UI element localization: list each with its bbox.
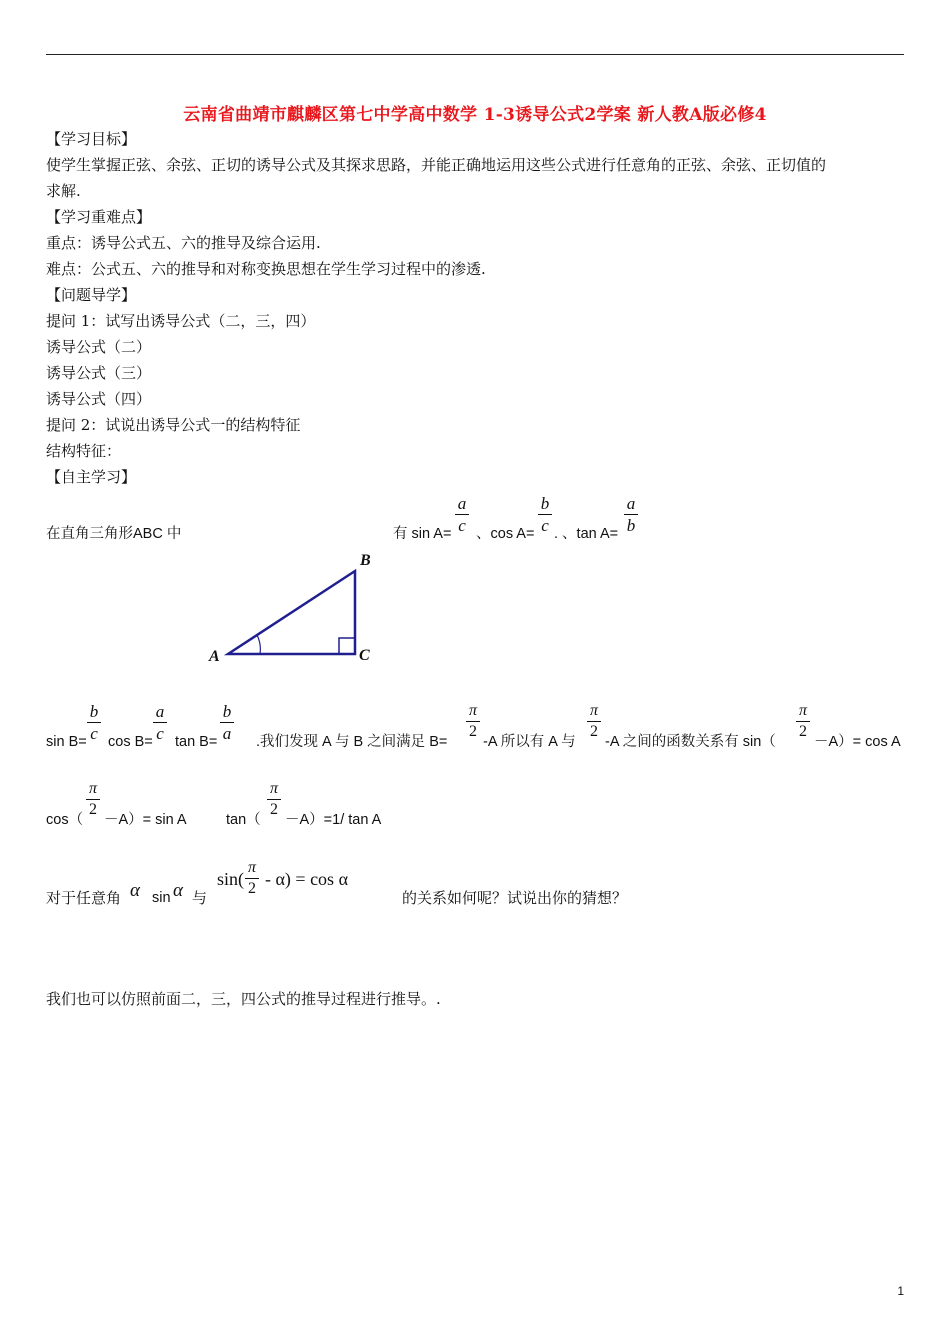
pi-over-2-fraction (466, 702, 480, 741)
sinB-denominator: c (90, 724, 98, 743)
page-number: 1 (897, 1284, 904, 1298)
tanB-numerator: b (222, 702, 232, 721)
fraction-bar (538, 514, 552, 515)
cosA-denominator: c (541, 516, 549, 535)
pi-over-2-fraction (86, 780, 100, 819)
sinB-numerator: b (89, 702, 99, 721)
relation-text-3: -A 之间的函数关系有 sin（ (605, 734, 776, 750)
vertex-c-label: C (359, 647, 370, 664)
cos-complement-start: cos（ (46, 812, 84, 828)
formula-4: 诱导公式（四） (46, 390, 152, 408)
relation-text-4: －A）= cos A (814, 734, 901, 750)
tanB-denominator: a (222, 724, 232, 743)
arbitrary-angle-lead: 对于任意角 (46, 889, 122, 907)
sin-complement-formula-end: - α) = cos α (265, 869, 348, 889)
two-denominator: 2 (799, 723, 807, 740)
structure-label: 结构特征： (46, 442, 122, 460)
tan-complement-start: tan（ (226, 812, 261, 828)
question-1: 提问 1：试写出诱导公式（二，三，四） (46, 312, 316, 330)
key-heading: 【学习重难点】 (46, 208, 152, 226)
pi-over-2-fraction (796, 702, 810, 741)
two-denominator: 2 (469, 723, 477, 740)
goal-heading: 【学习目标】 (46, 130, 137, 148)
fraction-bar (796, 721, 810, 722)
two-denominator: 2 (248, 880, 256, 897)
fraction-bar (220, 722, 234, 723)
sin-complement-formula-start: sin( (217, 869, 244, 889)
alpha-symbol: α (173, 880, 183, 901)
sinB-fraction (87, 702, 101, 743)
pi-symbol: π (269, 780, 278, 797)
self-study-heading: 【自主学习】 (46, 468, 137, 486)
pi-over-2-fraction (267, 780, 281, 819)
goal-text-2: 求解. (46, 182, 81, 200)
fraction-bar (87, 722, 101, 723)
triangle-intro: 在直角三角形ABC 中 (46, 526, 182, 542)
cos-complement-end: －A）= sin A (104, 812, 187, 828)
header-rule (46, 54, 904, 55)
closing-text: 我们也可以仿照前面二，三，四公式的推导过程进行推导。. (46, 990, 441, 1008)
triangle-shape (228, 571, 355, 654)
pi-over-2-fraction (245, 859, 259, 898)
vertex-a-label: A (209, 648, 220, 665)
cosB-numerator: a (155, 702, 165, 721)
fraction-bar (153, 722, 167, 723)
pi-symbol: π (88, 780, 97, 797)
pi-symbol: π (798, 702, 807, 719)
cosB-fraction (153, 702, 167, 743)
tanA-label: . 、tan A= (554, 526, 619, 542)
tanB-label: tan B= (175, 734, 218, 750)
guide-heading: 【问题导学】 (46, 286, 137, 304)
cosA-fraction (538, 494, 552, 535)
pi-symbol: π (468, 702, 477, 719)
cosB-denominator: c (156, 724, 164, 743)
sinA-fraction (455, 494, 469, 535)
goal-text-1: 使学生掌握正弦、余弦、正切的诱导公式及其探求思路，并能正确地运用这些公式进行任意角的正弦、余弦、正切值的 (46, 156, 827, 174)
relation-text: .我们发现 A 与 B 之间满足 B= (256, 734, 448, 750)
formula-2: 诱导公式（二） (46, 338, 152, 356)
two-denominator: 2 (590, 723, 598, 740)
fraction-bar (466, 721, 480, 722)
alpha-symbol: α (130, 880, 140, 901)
sinA-denominator: c (458, 516, 466, 535)
pi-symbol: π (589, 702, 598, 719)
fraction-bar (455, 514, 469, 515)
tanB-fraction (220, 702, 234, 743)
page-title: 云南省曲靖市麒麟区第七中学高中数学 1-3诱导公式2学案 新人教A版必修4 (183, 105, 767, 125)
fraction-bar (267, 799, 281, 800)
guess-question: 的关系如何呢？试说出你的猜想？ (402, 889, 628, 907)
angle-arc (257, 635, 260, 654)
difficulty: 难点：公式五、六的推导和对称变换思想在学生学习过程中的渗透. (46, 260, 486, 278)
question-2: 提问 2：试说出诱导公式一的结构特征 (46, 416, 301, 434)
cosB-label: cos B= (108, 734, 153, 750)
right-angle-marker (339, 638, 355, 654)
fraction-bar (245, 878, 259, 879)
sin-label: sin (152, 890, 171, 906)
cosA-label: 、cos A= (476, 526, 535, 542)
sinA-numerator: a (457, 494, 467, 513)
tanA-fraction (624, 494, 638, 535)
tanA-denominator: b (626, 516, 636, 535)
sinB-label: sin B= (46, 734, 87, 750)
fraction-bar (587, 721, 601, 722)
relation-text-2: -A 所以有 A 与 (483, 734, 576, 750)
tan-complement-end: －A）=1/ tan A (285, 812, 382, 828)
two-denominator: 2 (270, 801, 278, 818)
pi-symbol: π (247, 859, 256, 876)
cosA-numerator: b (540, 494, 550, 513)
key-point: 重点：诱导公式五、六的推导及综合运用. (46, 234, 321, 252)
right-triangle-figure (200, 555, 400, 675)
fraction-bar (624, 514, 638, 515)
sinA-label: 有 sin A= (393, 526, 452, 542)
with-label: 与 (192, 889, 208, 907)
vertex-b-label: B (360, 552, 371, 569)
tanA-numerator: a (626, 494, 636, 513)
pi-over-2-fraction (587, 702, 601, 741)
formula-3: 诱导公式（三） (46, 364, 152, 382)
two-denominator: 2 (89, 801, 97, 818)
fraction-bar (86, 799, 100, 800)
